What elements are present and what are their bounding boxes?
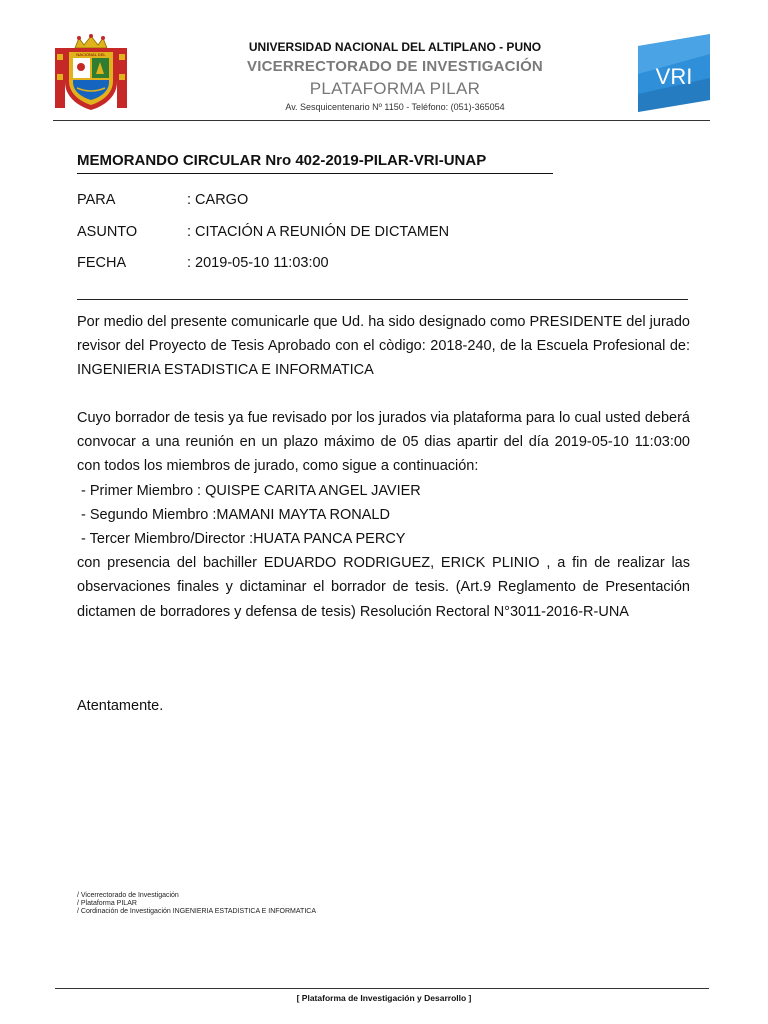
platform-name: PLATAFORMA PILAR [309, 79, 481, 98]
field-value: : CARGO [187, 192, 249, 208]
field-value: : 2019-05-10 11:03:00 [187, 255, 329, 271]
seal-text: NACIONAL DEL [76, 52, 106, 57]
memo-title-underline [77, 173, 553, 174]
cc-item: / Cordinación de Investigación INGENIERIA ESTADISTICA E INFORMATICA [77, 908, 316, 915]
closing-text: Atentamente. [77, 698, 164, 714]
vri-logo-text: VRI [655, 64, 693, 89]
vri-logo-icon [638, 34, 710, 112]
field-fecha [77, 255, 329, 271]
paragraph-citation [77, 406, 690, 624]
vicerrectorado-name: VICERRECTORADO DE INVESTIGACIÓN [247, 58, 543, 75]
cc-item: / Vicerrectorado de Investigación [77, 892, 179, 899]
footer-text: [ Plataforma de Investigación y Desarrollo ] [296, 993, 472, 1003]
paragraph-intro: Cuyo borrador de tesis ya fue revisado por los jurados via plataforma para lo cual usted deberá convocar a una reunión en un plazo máximo de 05 dias apartir del día 2019-05-10 11:03:00 con todos los miembros de jurado, como sigue a continuación: [77, 410, 690, 475]
member-item: - Primer Miembro : QUISPE CARITA ANGEL JAVIER [77, 482, 421, 499]
cc-list [77, 892, 316, 916]
field-para [77, 192, 248, 208]
address-line: Av. Sesquicentenario Nº 1150 - Teléfono: (051)-365054 [285, 102, 505, 112]
field-label: PARA [77, 192, 116, 208]
cc-item: / Plataforma PILAR [77, 900, 137, 907]
university-name: UNIVERSIDAD NACIONAL DEL ALTIPLANO - PUNO [248, 40, 542, 54]
fields-divider [77, 299, 688, 300]
member-item: - Tercer Miembro/Director :HUATA PANCA PERCY [77, 531, 406, 548]
field-value: : CITACIÓN A REUNIÓN DE DICTAMEN [187, 224, 450, 240]
paragraph-designation: Por medio del presente comunicarle que Ud. ha sido designado como PRESIDENTE del jurado revisor del Proyecto de Tesis Aprobado con el còdigo: 2018-240, de la Escuela Profesional de: INGENIERIA ESTADISTICA E INFORMATICA [77, 314, 690, 379]
member-item: - Segundo Miembro :MAMANI MAYTA RONALD [77, 506, 390, 523]
paragraph-end: con presencia del bachiller EDUARDO RODRIGUEZ, ERICK PLINIO , a fin de realizar las observaciones finales y dictaminar el borrador de tesis. (Art.9 Reglamento de Presentación dictamen de borradores y defensa de tesis) Resolución Rectoral N°3011-2016-R-UNA [77, 555, 690, 620]
university-seal-icon [53, 34, 129, 110]
header-divider [53, 120, 710, 121]
field-label: FECHA [77, 255, 127, 271]
field-label: ASUNTO [77, 224, 138, 240]
footer-divider [55, 988, 709, 989]
memo-title: MEMORANDO CIRCULAR Nro 402-2019-PILAR-VRI-UNAP [77, 152, 487, 169]
field-asunto [77, 224, 449, 240]
